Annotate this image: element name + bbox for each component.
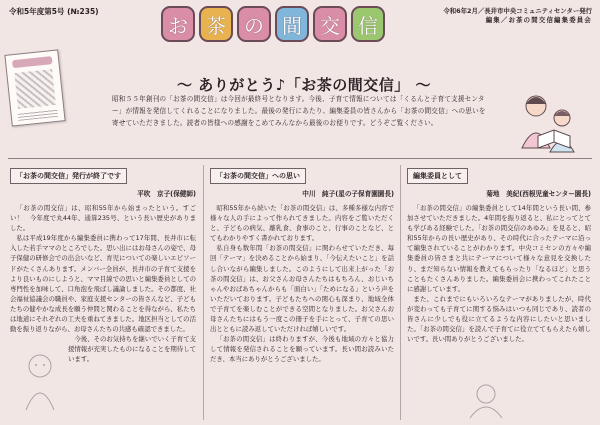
article-paragraph: 「お茶の間交信」の編集委員として14年間という長い間、参加させていただきました。4年間を振り返ると、私にとってとても学びある経験でした。「お茶の間交信のあゆみ」を見ると、昭和55年からの長い歴史があり、その時代に合ったテーマに沿って編集されていることがわかります。中央コミセンの方々や編集委員の皆さまと共にテーマについて様々な意見を交換したり、まだ知らない情報を教えてもらったり「なるほど」と思うこともたくさんありました。編集委員会に携わってこれたことに感謝しています。: [407, 204, 591, 293]
masthead-char: 間: [275, 6, 309, 42]
article-body: [407, 203, 591, 344]
masthead-title: [158, 4, 388, 44]
article-author: 平吹 京子(保健師): [137, 190, 196, 198]
column-separator: [203, 165, 204, 420]
section-divider: [8, 158, 592, 159]
masthead-char: の: [237, 6, 271, 42]
masthead-char: お: [161, 6, 195, 42]
article-body: [10, 203, 196, 365]
article-paragraph: 今後、そのお気持ちを継いでいく子育て支援情報が充実したものになることを期待しています。: [68, 335, 196, 364]
cover-image-block: [14, 69, 56, 109]
article-paragraph: 私自身も数年間「お茶の間交信」に関わらせていただき、毎回「テーマ」を決めることから始まり、「今伝えたいこと」を話し合いながら編集しました。このようにして出来上がった「お茶の間交信」は、お父さんお母さんたちはもちろん、おじいちゃんやおばあちゃんからも「面白い」「ためになる」という声をいただいております。子どもたちへの関心も深まり、地域全体で子育てを楽しむことができる空間となりました。お父さんお母さんたちにはもう一度この冊子を手にとって、子育ての思い出とともに読み返していただければ嬉しいです。: [210, 244, 394, 334]
cover-thumbnail: [4, 49, 65, 126]
article-title: 「お茶の間交信」への思い: [210, 168, 306, 184]
article-author: 菊地 美紀(西根児童センター園長): [486, 190, 591, 198]
issue-serial-number: (№235): [67, 7, 99, 16]
issue-era-number: 令和5年度第5号: [9, 7, 65, 16]
article-column-2: [210, 163, 394, 365]
masthead-char: 信: [351, 6, 385, 42]
editor-line: 編集／お茶の間交信編集委員会: [485, 16, 592, 24]
article-paragraph: 私は平成19年度から編集委員に携わって17年間、長井市に転入した若手ママのところでした。思い出にはお母さんの姿で、母子保健の研修会での出会いなど、育児についての楽しいエピソードがたくさんあります。メンバー全員が、長井市の子育て支援をより良いものにしようと、ママ目線での思いと編集委員としての専門性を加味して、口角泡を飛ばし議論しました。その都度、社会福祉協議会の職員や、家庭支援センターの皆さんなど、子どもたちの健やかな成長を願う仲間と関わることを得ながら、私たちは地道にそれぞれの工夫を重ねてきました。地区担当としての活動を振り返りながら、お母さんたちの共感も確認できました。: [10, 234, 196, 334]
article-paragraph: 「お茶の間交信」は終わりますが、今後も地域の方々と協力して情報を発信されることを願っています。長い間お読みいただき、本当にありがとうございました。: [210, 335, 394, 364]
child-sketch-illustration: [14, 350, 66, 412]
article-author: 中川 純子(星の子保育園園長): [302, 190, 394, 198]
headline: ～ ありがとう♪「お茶の間交信」 ～: [176, 76, 432, 94]
publisher-info: [443, 7, 592, 25]
cover-title-block: [12, 56, 53, 68]
article-column-1: [10, 163, 196, 365]
article-title: 「お茶の間交信」発行が終了です: [10, 168, 127, 184]
intro-text: 昭和５５年創刊の「お茶の間交信」は今回が最終号となります。今後、子育て情報については「くるんと子育て支援センター」が情報を発信してくれることになりました。最後の発行にあたり、編集委員の皆さんから「お茶の間交信」への思いを寄せていただきました。読者の皆様への感謝をこめてみんなから最後のお便りです。どうぞご覧ください。: [112, 95, 486, 127]
baby-sketch-illustration: [462, 380, 510, 420]
article-paragraph: また、これまでにもいろいろなテーマがありましたが、時代が変わっても子育てに関する悩みはいつも同じであり、読者の皆さんに少しでも役に立てるような内容にしたいと思いました。「お茶の間交信」を読んで子育てに役立ててもらえたら嬉しいです。長い間ありがとうございました。: [407, 294, 591, 344]
masthead-char: 交: [313, 6, 347, 42]
masthead-char: 茶: [199, 6, 233, 42]
publisher-line: 令和6年2月／長井市中央コミュニティセンター発行: [443, 7, 592, 15]
reading-family-illustration: [510, 88, 588, 160]
column-separator: [400, 165, 401, 420]
article-paragraph: 「お茶の間交信」は、昭和55年から始まったという。すごい！ 今年度で丸44年、通算235号、という長い歴史がありました。: [10, 204, 196, 233]
article-title: 編集委員として: [407, 168, 468, 184]
article-body: [210, 203, 394, 365]
article-paragraph: 昭和55年から続いた「お茶の間交信」は、多種多様な内容で様々な人の手によって作られてきました。内容をご覧いただくと、子どもの病気、離乳食、食事のこと、行事のことなど、とてもわかりやすく書かれております。: [210, 204, 394, 243]
cover-text-block: [18, 109, 59, 121]
issue-info: [9, 6, 99, 17]
article-column-3: [407, 163, 591, 344]
